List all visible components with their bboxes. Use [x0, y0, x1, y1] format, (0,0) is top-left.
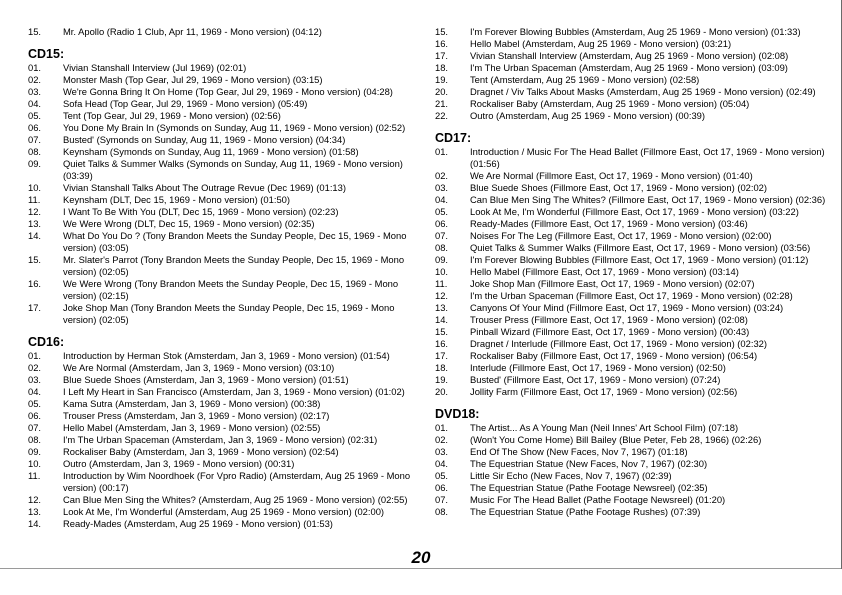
track-number: 11. — [435, 278, 448, 289]
track-number: 13. — [28, 506, 42, 517]
track-title: Rockaliser Baby (Amsterdam, Aug 25 1969 - Mono version) (05:04) — [470, 98, 750, 109]
track-entry — [28, 74, 423, 86]
track-title: Introduction / Music For The Head Ballet (Fillmore East, Oct 17, 1969 - Mono version) (01:56) — [470, 146, 825, 169]
track-entry — [435, 146, 835, 170]
track-title: The Equestrian Statue (Pathe Footage Rushes) (07:39) — [470, 506, 701, 517]
track-entry — [28, 254, 423, 278]
track-number: 05. — [28, 110, 42, 121]
track-number: 02. — [28, 74, 42, 85]
track-entry — [435, 62, 835, 74]
track-title: Look At Me, I'm Wonderful (Fillmore East, Oct 17, 1969 - Mono version) (03:22) — [470, 206, 799, 217]
track-entry — [435, 110, 835, 122]
track-title: We Were Wrong (DLT, Dec 15, 1969 - Mono version) (02:35) — [63, 218, 315, 229]
track-title: Rockaliser Baby (Fillmore East, Oct 17, 1969 - Mono version) (06:54) — [470, 350, 758, 361]
track-title: I Want To Be With You (DLT, Dec 15, 1969 - Mono version) (02:23) — [63, 206, 339, 217]
track-title: Mr. Apollo (Radio 1 Club, Apr 11, 1969 - Mono version) (04:12) — [63, 26, 322, 37]
track-number: 06. — [435, 218, 449, 229]
track-title: Outro (Amsterdam, Aug 25 1969 - Mono version) (00:39) — [470, 110, 706, 121]
track-entry — [28, 86, 423, 98]
track-title: Trouser Press (Fillmore East, Oct 17, 1969 - Mono version) (02:08) — [470, 314, 748, 325]
track-number: 09. — [435, 254, 449, 265]
bottom-divider — [0, 568, 842, 569]
disc-heading: CD17: — [435, 131, 472, 145]
track-entry — [28, 98, 423, 110]
track-title: Blue Suede Shoes (Amsterdam, Jan 3, 1969 - Mono version) (01:51) — [63, 374, 349, 385]
track-number: 19. — [435, 374, 449, 385]
track-title: Vivian Stanshall Interview (Jul 1969) (02:01) — [63, 62, 247, 73]
track-entry — [28, 302, 423, 326]
track-number: 20. — [435, 86, 449, 97]
track-number: 12. — [28, 494, 42, 505]
track-entry — [435, 314, 835, 326]
track-entry — [28, 398, 423, 410]
track-title: Noises For The Leg (Fillmore East, Oct 17, 1969 - Mono version) (02:00) — [470, 230, 772, 241]
track-number: 02. — [28, 362, 42, 373]
track-number: 14. — [435, 314, 449, 325]
track-number: 06. — [435, 482, 449, 493]
track-title: Jollity Farm (Fillmore East, Oct 17, 1969 - Mono version) (02:56) — [470, 386, 738, 397]
track-number: 11. — [28, 470, 41, 481]
track-number: 03. — [435, 446, 449, 457]
track-number: 01. — [28, 62, 42, 73]
track-number: 03. — [435, 182, 449, 193]
track-title: Sofa Head (Top Gear, Jul 29, 1969 - Mono version) (05:49) — [63, 98, 308, 109]
track-entry — [435, 170, 835, 182]
track-number: 19. — [435, 74, 449, 85]
track-number: 04. — [435, 194, 449, 205]
track-entry — [435, 206, 835, 218]
track-entry — [28, 422, 423, 434]
track-number: 15. — [435, 326, 449, 337]
track-number: 17. — [435, 50, 449, 61]
track-number: 13. — [28, 218, 42, 229]
track-title: We Were Wrong (Tony Brandon Meets the Sunday People, Dec 15, 1969 - Mono version) (02:15) — [63, 278, 399, 301]
right-column — [435, 26, 835, 518]
track-title: Can Blue Men Sing the Whites? (Amsterdam, Aug 25 1969 - Mono version) (02:55) — [63, 494, 408, 505]
track-entry — [435, 302, 835, 314]
track-number: 13. — [435, 302, 449, 313]
disc-heading: CD15: — [28, 47, 65, 61]
track-number: 17. — [435, 350, 449, 361]
track-entry — [435, 278, 835, 290]
track-entry — [28, 182, 423, 194]
track-number: 09. — [28, 158, 42, 169]
track-title: I'm The Urban Spaceman (Amsterdam, Aug 25 1969 - Mono version) (03:09) — [470, 62, 788, 73]
track-entry — [28, 362, 423, 374]
track-title: Busted' (Fillmore East, Oct 17, 1969 - Mono version) (07:24) — [470, 374, 721, 385]
track-entry — [435, 422, 835, 434]
track-title: End Of The Show (New Faces, Nov 7, 1967) (01:18) — [470, 446, 688, 457]
track-number: 04. — [28, 98, 42, 109]
track-number: 18. — [435, 62, 449, 73]
track-title: Introduction by Wim Noordhoek (For Vpro Radio) (Amsterdam, Aug 25 1969 - Mono version) (00:17) — [63, 470, 411, 493]
track-entry — [435, 230, 835, 242]
track-entry — [435, 242, 835, 254]
track-number: 15. — [28, 254, 42, 265]
page-number: 20 — [411, 548, 431, 567]
track-entry — [28, 374, 423, 386]
track-entry — [28, 194, 423, 206]
track-title: We Are Normal (Fillmore East, Oct 17, 1969 - Mono version) (01:40) — [470, 170, 753, 181]
disc-heading: DVD18: — [435, 407, 480, 421]
track-entry — [28, 230, 423, 254]
track-number: 07. — [28, 422, 42, 433]
track-title: Dragnet / Viv Talks About Masks (Amsterdam, Aug 25 1969 - Mono version) (02:49) — [470, 86, 816, 97]
track-entry — [435, 218, 835, 230]
track-entry — [28, 458, 423, 470]
track-title: Hello Mabel (Fillmore East, Oct 17, 1969 - Mono version) (03:14) — [470, 266, 739, 277]
track-entry — [435, 290, 835, 302]
track-entry — [435, 494, 835, 506]
track-title: I'm Forever Blowing Bubbles (Fillmore East, Oct 17, 1969 - Mono version) (01:12) — [470, 254, 809, 265]
track-title: We're Gonna Bring It On Home (Top Gear, Jul 29, 1969 - Mono version) (04:28) — [63, 86, 393, 97]
track-entry — [28, 146, 423, 158]
track-entry — [435, 470, 835, 482]
track-entry — [28, 410, 423, 422]
track-entry — [435, 266, 835, 278]
track-number: 05. — [435, 470, 449, 481]
track-entry — [28, 446, 423, 458]
track-number: 15. — [435, 26, 449, 37]
track-number: 16. — [435, 338, 449, 349]
track-entry — [435, 50, 835, 62]
track-title: Dragnet / Interlude (Fillmore East, Oct 17, 1969 - Mono version) (02:32) — [470, 338, 768, 349]
track-number: 10. — [435, 266, 449, 277]
track-title: Vivian Stanshall Interview (Amsterdam, Aug 25 1969 - Mono version) (02:08) — [470, 50, 789, 61]
track-number: 07. — [435, 230, 449, 241]
track-entry — [435, 182, 835, 194]
track-title: Trouser Press (Amsterdam, Jan 3, 1969 - Mono version) (02:17) — [63, 410, 330, 421]
track-number: 02. — [435, 434, 449, 445]
track-number: 01. — [435, 422, 449, 433]
track-entry — [435, 326, 835, 338]
track-entry — [28, 134, 423, 146]
track-title: Blue Suede Shoes (Fillmore East, Oct 17, 1969 - Mono version) (02:02) — [470, 182, 768, 193]
track-title: Mr. Slater's Parrot (Tony Brandon Meets the Sunday People, Dec 15, 1969 - Mono version) (02:05) — [63, 254, 405, 277]
track-number: 06. — [28, 122, 42, 133]
track-number: 12. — [28, 206, 42, 217]
track-number: 16. — [28, 278, 42, 289]
track-number: 11. — [28, 194, 41, 205]
track-number: 05. — [435, 206, 449, 217]
track-entry — [435, 86, 835, 98]
track-entry — [435, 446, 835, 458]
track-entry — [435, 434, 835, 446]
track-number: 14. — [28, 518, 42, 529]
track-title: Kama Sutra (Amsterdam, Jan 3, 1969 - Mono version) (00:38) — [63, 398, 321, 409]
track-entry — [28, 470, 423, 494]
left-column — [28, 26, 423, 530]
track-entry — [435, 362, 835, 374]
track-title: Quiet Talks & Summer Walks (Fillmore East, Oct 17, 1969 - Mono version) (03:56) — [470, 242, 811, 253]
track-title: Joke Shop Man (Tony Brandon Meets the Sunday People, Dec 15, 1969 - Mono version) (02:05) — [63, 302, 395, 325]
track-title: Introduction by Herman Stok (Amsterdam, Jan 3, 1969 - Mono version) (01:54) — [63, 350, 390, 361]
track-entry — [28, 434, 423, 446]
track-title: Look At Me, I'm Wonderful (Amsterdam, Aug 25 1969 - Mono version) (02:00) — [63, 506, 385, 517]
track-title: I Left My Heart in San Francisco (Amsterdam, Jan 3, 1969 - Mono version) (01:02) — [63, 386, 405, 397]
track-title: Music For The Head Ballet (Pathe Footage Newsreel) (01:20) — [470, 494, 726, 505]
track-title: Ready-Mades (Amsterdam, Aug 25 1969 - Mono version) (01:53) — [63, 518, 333, 529]
track-entry — [435, 350, 835, 362]
track-entry — [28, 518, 423, 530]
track-title: The Equestrian Statue (New Faces, Nov 7, 1967) (02:30) — [470, 458, 708, 469]
track-number: 14. — [28, 230, 42, 241]
track-entry — [435, 506, 835, 518]
track-number: 08. — [435, 506, 449, 517]
track-entry — [28, 506, 423, 518]
track-title: Busted' (Symonds on Sunday, Aug 11, 1969 - Mono version) (04:34) — [63, 134, 346, 145]
track-entry — [435, 338, 835, 350]
disc-heading: CD16: — [28, 335, 65, 349]
track-title: Quiet Talks & Summer Walks (Symonds on Sunday, Aug 11, 1969 - Mono version) (03:39) — [63, 158, 403, 181]
track-entry — [28, 218, 423, 230]
track-title: What Do You Do ? (Tony Brandon Meets the Sunday People, Dec 15, 1969 - Mono version) (03:05) — [63, 230, 407, 253]
track-title: You Done My Brain In (Symonds on Sunday, Aug 11, 1969 - Mono version) (02:52) — [63, 122, 406, 133]
track-entry — [28, 62, 423, 74]
track-number: 21. — [435, 98, 449, 109]
track-title: I'm The Urban Spaceman (Amsterdam, Jan 3, 1969 - Mono version) (02:31) — [63, 434, 378, 445]
track-number: 16. — [435, 38, 449, 49]
track-title: Ready-Mades (Fillmore East, Oct 17, 1969 - Mono version) (03:46) — [470, 218, 748, 229]
track-title: Tent (Top Gear, Jul 29, 1969 - Mono version) (02:56) — [63, 110, 281, 121]
track-number: 07. — [28, 134, 42, 145]
track-title: Outro (Amsterdam, Jan 3, 1969 - Mono version) (00:31) — [63, 458, 295, 469]
track-number: 05. — [28, 398, 42, 409]
track-title: The Equestrian Statue (Pathe Footage Newsreel) (02:35) — [470, 482, 708, 493]
track-number: 17. — [28, 302, 42, 313]
track-number: 02. — [435, 170, 449, 181]
track-entry — [28, 158, 423, 182]
track-entry — [435, 26, 835, 38]
track-number: 09. — [28, 446, 42, 457]
track-title: I'm the Urban Spaceman (Fillmore East, Oct 17, 1969 - Mono version) (02:28) — [470, 290, 793, 301]
track-number: 08. — [28, 434, 42, 445]
track-entry — [435, 38, 835, 50]
track-entry — [435, 482, 835, 494]
track-number: 06. — [28, 410, 42, 421]
track-entry — [435, 386, 835, 398]
track-number: 03. — [28, 374, 42, 385]
track-title: Keynsham (DLT, Dec 15, 1969 - Mono version) (01:50) — [63, 194, 291, 205]
track-entry — [28, 350, 423, 362]
track-number: 10. — [28, 458, 42, 469]
track-entry — [28, 278, 423, 302]
track-number: 01. — [28, 350, 42, 361]
track-entry — [28, 206, 423, 218]
track-title: Pinball Wizard (Fillmore East, Oct 17, 1969 - Mono version) (00:43) — [470, 326, 750, 337]
track-number: 01. — [435, 146, 449, 157]
track-entry — [28, 386, 423, 398]
track-title: (Won't You Come Home) Bill Bailey (Blue Peter, Feb 28, 1966) (02:26) — [470, 434, 762, 445]
track-title: Can Blue Men Sing The Whites? (Fillmore East, Oct 17, 1969 - Mono version) (02:36) — [470, 194, 826, 205]
track-title: Keynsham (Symonds on Sunday, Aug 11, 1969 - Mono version) (01:58) — [63, 146, 359, 157]
track-number: 20. — [435, 386, 449, 397]
track-entry — [28, 26, 423, 38]
track-title: Joke Shop Man (Fillmore East, Oct 17, 1969 - Mono version) (02:07) — [470, 278, 755, 289]
track-number: 08. — [28, 146, 42, 157]
track-number: 04. — [435, 458, 449, 469]
track-title: Little Sir Echo (New Faces, Nov 7, 1967) (02:39) — [470, 470, 672, 481]
track-title: Hello Mabel (Amsterdam, Jan 3, 1969 - Mono version) (02:55) — [63, 422, 321, 433]
track-entry — [435, 374, 835, 386]
track-number: 03. — [28, 86, 42, 97]
track-title: Vivian Stanshall Talks About The Outrage Revue (Dec 1969) (01:13) — [63, 182, 346, 193]
track-title: Canyons Of Your Mind (Fillmore East, Oct 17, 1969 - Mono version) (03:24) — [470, 302, 784, 313]
track-number: 04. — [28, 386, 42, 397]
track-title: Rockaliser Baby (Amsterdam, Jan 3, 1969 - Mono version) (02:54) — [63, 446, 339, 457]
track-title: Hello Mabel (Amsterdam, Aug 25 1969 - Mono version) (03:21) — [470, 38, 732, 49]
track-number: 22. — [435, 110, 449, 121]
track-entry — [435, 74, 835, 86]
track-title: Tent (Amsterdam, Aug 25 1969 - Mono version) (02:58) — [470, 74, 700, 85]
track-title: Monster Mash (Top Gear, Jul 29, 1969 - Mono version) (03:15) — [63, 74, 323, 85]
track-number: 15. — [28, 26, 42, 37]
track-title: I'm Forever Blowing Bubbles (Amsterdam, Aug 25 1969 - Mono version) (01:33) — [470, 26, 801, 37]
track-title: We Are Normal (Amsterdam, Jan 3, 1969 - Mono version) (03:10) — [63, 362, 335, 373]
track-title: The Artist... As A Young Man (Neil Innes' Art School Film) (07:18) — [470, 422, 739, 433]
track-entry — [28, 494, 423, 506]
track-entry — [28, 110, 423, 122]
track-number: 08. — [435, 242, 449, 253]
track-number: 12. — [435, 290, 449, 301]
track-number: 07. — [435, 494, 449, 505]
track-entry — [435, 194, 835, 206]
track-entry — [28, 122, 423, 134]
track-number: 18. — [435, 362, 449, 373]
track-entry — [435, 458, 835, 470]
track-title: Interlude (Fillmore East, Oct 17, 1969 - Mono version) (02:50) — [470, 362, 726, 373]
track-entry — [435, 254, 835, 266]
track-number: 10. — [28, 182, 42, 193]
track-entry — [435, 98, 835, 110]
